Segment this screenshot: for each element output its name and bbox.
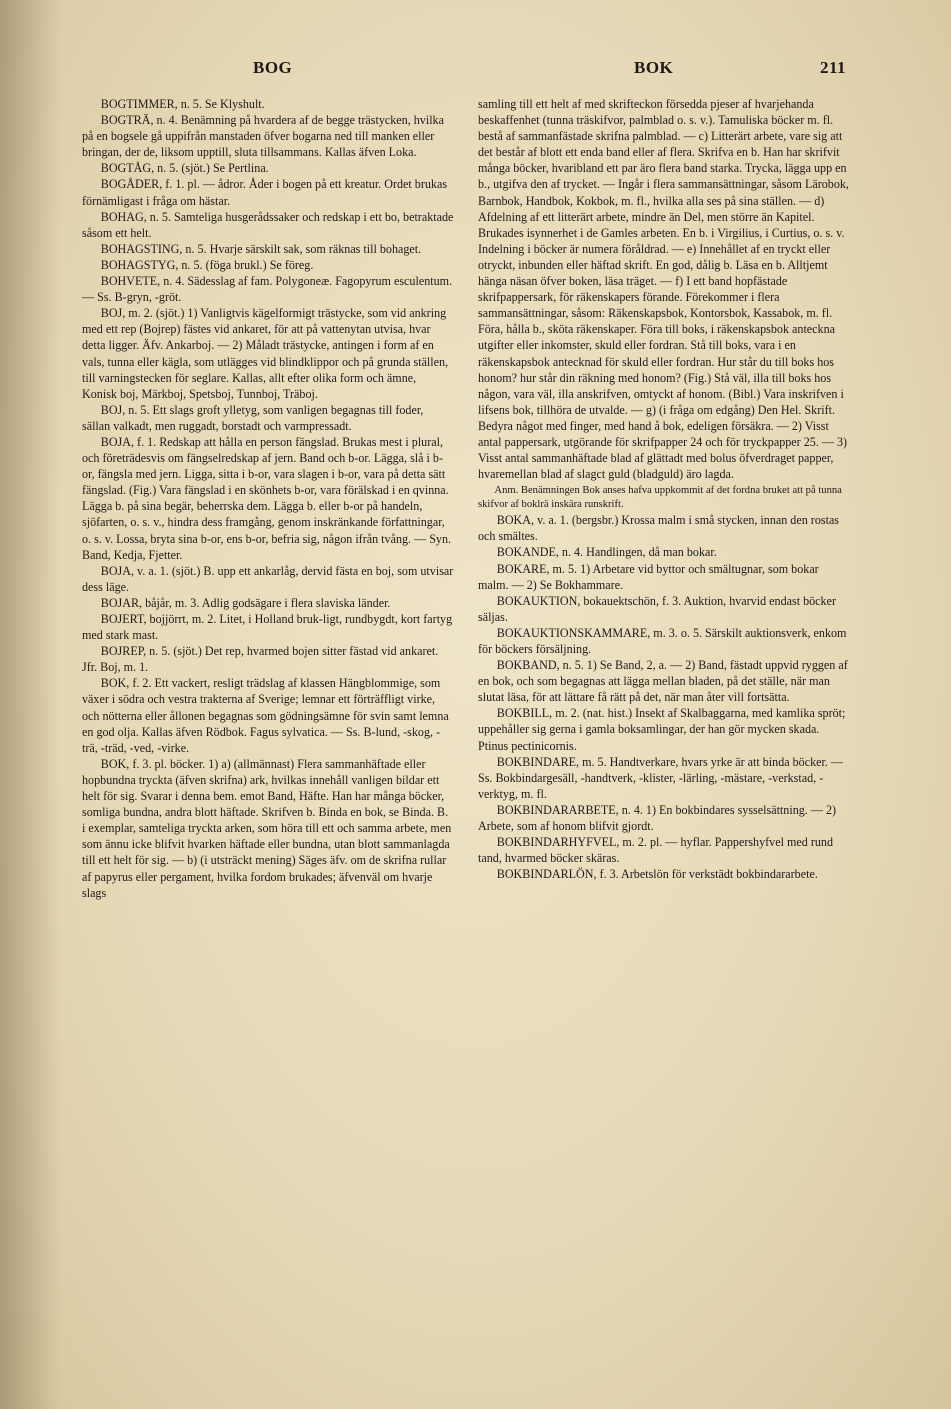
entry: BOJ, m. 2. (sjöt.) 1) Vanligtvis kägelformigt trästycke, som vid ankring med ett rep (Bojrep) fästes vid ankaret, för att på vattenytan utvisa, hvar detta ligger. Äfv. Ankarboj. — 2) Måladt trästycke, antingen i form af en vals, tunna eller kägla, som utlägges vid blindklippor och på grunda ställen, till varningstecken för seglare. Kallas, allt efter olika form och ämne, Konisk boj, Märkboj, Spetsboj, Tunnboj, Träboj. — [82, 306, 449, 401]
entry: BOGTÅG, n. 5. (sjöt.) Se Pertlina. — [100, 161, 269, 176]
entry-continuation: samling till ett helt af med skrifteckon försedda pjeser af hvarjehanda beskaffenhet (tunna träskifvor, palmblad o. s. v.). Tamuliska böcker m. fl. bestå af sammanfästade skrifna palmblad. — c) Litterärt arbete, vare sig att det består af blott ett enda band eller af flera. Skrifva en b. Han har skrifvit många böcker, hvaribland ett par äro flera band starka. Trycka, lägga upp en b., utgifva den af trycket. — Ingår i flera sammansättningar, såsom Lärobok, Barnbok, Handbok, Kokbok, m. fl., hvilka alla ses på sina ställen. — d) Afdelning af ett litterärt arbete, mindre än Del, men större än Kapitel. Brukades isynnerhet i de Gamles arbeten. En b. i Virgilius, i Curtius, o. s. v. Indelning i böcker är numera föråldrad. — e) Innehållet af en tryckt eller otryckt, inbunden eller häftad skrift. En god, dålig b. Läsa en b. Alltjemt hänga näsan öfver boken, läsa träget. — f) I ett band hopfästade skrifpappersark, för räkenskapers förande. Förekommer i flera sammansättningar, såsom: Räkenskapsbok, Kontorsbok, Kassabok, m. fl. Föra, hålla b., sköta räkenskaper. Föra till boks, i räkenskapsbok anteckna utgifter eller inkomster, skuld eller fordran. Stå till boks, vara i en räkenskapsbok antecknad för skuld eller fordran. Hur står du till boks hos honom? hur står din räkning med honom? (Fig.) Stå väl, illa till boks hos någon, vara väl, illa anskrifven, omtyckt af honom. (Bibl.) Vara inskrifven i lifsens bok, tillhöra de utvalde. — g) (i fråga om edgång) Den Hel. Skrift. Bedyra något med finger, med hand å bok, edeligen försäkra. — 2) Visst antal pappersark, utgörande för skrifpapper 24 och för tryckpapper 25. — 3) Visst antal sammanhäftade blad af glättadt med bolus öfverdraget papper, hvaremellan blad af slagct guld (bladguld) äro lagda. — [478, 97, 849, 482]
scan-shadow — [0, 0, 60, 1409]
entry: BOKBAND, n. 5. 1) Se Band, 2, a. — 2) Band, fästadt uppvid ryggen af en bok, och som begagnas att lägga mellan bladen, på det ställe, när man slutat läsa, för att lättare få rätt på det, när man åter vill fortsätta. — [478, 658, 848, 705]
entry: BOJA, v. a. 1. (sjöt.) B. upp ett ankarlåg, dervid fästa en boj, som utvisar dess läge. — [82, 563, 454, 594]
entry: BOHAGSTING, n. 5. Hvarje särskilt sak, som räknas till bohaget. — [100, 241, 422, 256]
header-left-word: BOG — [253, 58, 293, 77]
entry: BOKA, v. a. 1. (bergsbr.) Krossa malm i små stycken, innan den rostas och smältes. — [478, 513, 840, 544]
page-number: 211 — [820, 58, 847, 77]
note: Anm. Benämningen Bok anses hafva uppkommit af det fordna bruket att på tunna skifvor af boklrä inskära runskrift. — [478, 485, 842, 511]
entry: BOKBINDARHYFVEL, m. 2. pl. — hyflar. Pappershyfvel med rund tand, hvarmed böcker skäras. — [478, 835, 833, 866]
entry: BOKARE, m. 5. 1) Arbetare vid byttor och smältugnar, som bokar malm. — 2) Se Bokhammare. — [478, 561, 819, 592]
right-column — [478, 96, 850, 882]
entry: BOKBINDARE, m. 5. Handtverkare, hvars yrke är att binda böcker. — Ss. Bokbindargesäll, -handtverk, -klister, -lärling, -mästare, -verkstad, -verktyg, m. fl. — [478, 754, 844, 801]
entry: BOJ, n. 5. Ett slags groft ylletyg, som vanligen begagnas till foder, sällan valkadt, men ruggadt, borstadt och varmpressadt. — [82, 402, 424, 433]
left-column — [82, 96, 454, 901]
entry: BOHVETE, n. 4. Sädesslag af fam. Polygoneæ. Fagopyrum esculentum. — Ss. B-gryn, -gröt. — [82, 274, 453, 305]
entry: BOGÅDER, f. 1. pl. — ådror. Åder i bogen på ett kreatur. Ordet brukas förnämligast i fråga om hästar. — [82, 177, 448, 208]
entry: BOGTRÄ, n. 4. Benämning på hvardera af de begge trästycken, hvilka på en bogsele gå uppifrån manstaden öfver bogarna ned till manken eller bringan, der de, liksom upptill, sluta tillsammans. Kallas äfven Loka. — [82, 113, 444, 160]
entry: BOJAR, båjår, m. 3. Adlig godsägare i flera slaviska länder. — [100, 595, 391, 610]
entry: BOKBINDARLÖN, f. 3. Arbetslön för verkstädt bokbindararbete. — [496, 867, 818, 882]
entry: BOKANDE, n. 4. Handlingen, då man bokar. — [496, 545, 717, 560]
entry: BOKAUKTION, bokauektschön, f. 3. Auktion, hvarvid endast böcker säljas. — [478, 593, 836, 624]
entry: BOKBINDARARBETE, n. 4. 1) En bokbindares sysselsättning. — 2) Arbete, som af honom blifvit gjordt. — [478, 802, 837, 834]
entry: BOJREP, n. 5. (sjöt.) Det rep, hvarmed bojen sitter fästad vid ankaret. Jfr. Boj, m. 1. — [82, 644, 439, 675]
entry: BOHAG, n. 5. Samteliga husgerådssaker och redskap i ett bo, betraktade såsom ett helt. — [82, 209, 454, 240]
entry: BOK, f. 2. Ett vackert, resligt trädslag af klassen Hängblommige, som växer i södra och vestra trakterna af Sverige; lemnar ett förträffligt virke, och nötterna eller ållonen begagnas som gödningsämne för svin samt lemna en god olja. Kallas äfven Rödbok. Fagus sylvatica. — Ss. B-lund, -skog, -trä, -träd, -ved, -virke. — [82, 676, 449, 755]
entry: BOKBILL, m. 2. (nat. hist.) Insekt af Skalbaggarna, med kamlika spröt; uppehåller sig gerna i gamla boksamlingar, der han gör mycken skada. Ptinus pectinicornis. — [478, 706, 846, 753]
page-header — [0, 58, 951, 86]
entry: BOJERT, bojjörrt, m. 2. Litet, i Holland bruk-ligt, rundbygdt, kort fartyg med stark mast. — [82, 612, 453, 643]
entry: BOHAGSTYG, n. 5. (föga brukl.) Se föreg. — [100, 257, 314, 272]
header-center-word: BOK — [634, 58, 674, 77]
entry: BOJA, f. 1. Redskap att hålla en person fängslad. Brukas mest i plural, och företrädesvis om fängselredskap af jern. Band och b-or. Lägga, slå i b-or, fängsla med jern. Ligga, sitta i b-or, vara slagen i b-or, vara på detta sätt fängslad. (Fig.) Vara fängslad i en skönhets b-or, vara förälskad i en qvinna. Lägga b. på sina begär, beherrska dem. Lägga b. eller b-or på handeln, sjöfarten, o. s. v., hindra dess framgång, genom inskränkande författningar, o. s. v. Lossa, bryta sina b-or, ens b-or, befria sig, någon ifrån tvång. — Syn. Band, Kedja, Fjetter. — [82, 434, 452, 562]
entry: BOKAUKTIONSKAMMARE, m. 3. o. 5. Särskilt auktionsverk, enkom för böckers försäljning. — [478, 625, 847, 656]
entry: BOGTIMMER, n. 5. Se Klyshult. — [100, 97, 265, 111]
entry: BOK, f. 3. pl. böcker. 1) a) (allmännast) Flera sammanhäftade eller hopbundna tryckta (äfven skrifna) ark, hvilkas innehåll vanligen bildar ett helt för sig. Svarar i denna bem. emot Band, Häfte. Han har många böcker, somliga bundna, andra blott häftade. Skrifven b. Binda en bok, se Binda. B. i exemplar, samteliga tryckta arken, som höra till ett och samma arbete, men som ännu icke blifvit hvarken häftade eller bundna, utan blott sammanlagda till ett helt för sig. — b) (i utsträckt mening) Säges äfv. om de skrifna rullar af papyrus eller pergament, hvilka fordom brukades; äfvenväl om hvarje slags — [82, 756, 452, 900]
